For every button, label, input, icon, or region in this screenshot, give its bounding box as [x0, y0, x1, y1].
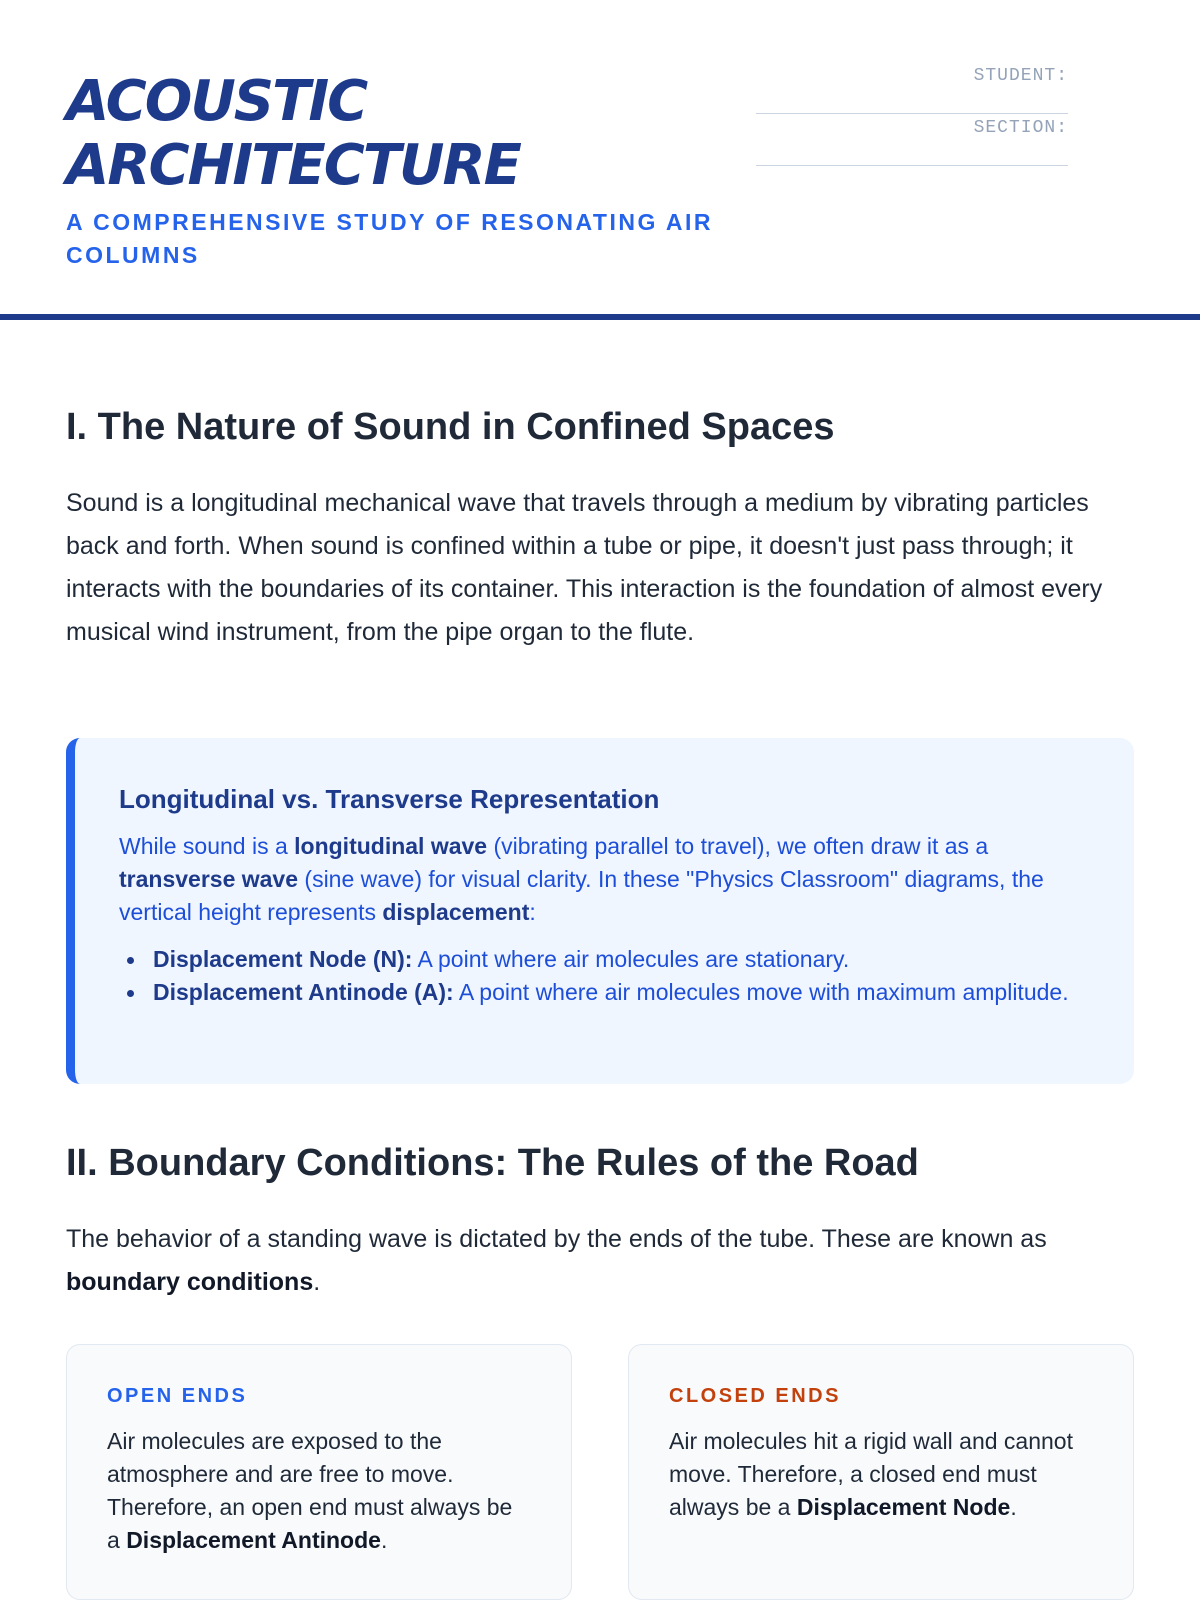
list-desc: A point where air molecules move with maximum amplitude. [453, 979, 1069, 1005]
open-ends-body: Air molecules are exposed to the atmosphere and are free to move. Therefore, an open end must always be a [107, 1428, 513, 1553]
callout-text-1: While sound is a [119, 833, 295, 859]
list-desc: A point where air molecules are stationary. [412, 946, 850, 972]
list-item-node [119, 943, 1086, 976]
student-field[interactable]: STUDENT: [756, 62, 1068, 114]
title-line-2: ARCHITECTURE [66, 133, 520, 198]
section-2-body [66, 1218, 1134, 1304]
section-2-heading: II. Boundary Conditions: The Rules of the Road [66, 1142, 919, 1184]
section-1-body: Sound is a longitudinal mechanical wave that travels through a medium by vibrating particles back and forth. When sound is confined within a tube or pipe, it doesn't just pass through; it interacts with the boundaries of its container. This interaction is the foundation of almost every musical wind instrument, from the pipe organ to the flute. [66, 489, 1103, 646]
open-ends-end: . [380, 1527, 388, 1553]
closed-ends-card [628, 1344, 1134, 1600]
list-term: Displacement Node (N): [153, 946, 413, 972]
callout-title: Longitudinal vs. Transverse Representation [119, 784, 660, 814]
callout-body [119, 830, 1086, 929]
callout-text-3: (sine wave) for visual clarity. In these "Physics Classroom" diagrams, the vertical height represents [119, 866, 1044, 925]
open-ends-bold: Displacement Antinode [126, 1527, 381, 1553]
closed-ends-label: CLOSED ENDS [669, 1385, 841, 1407]
open-ends-text [107, 1425, 531, 1557]
page-title [66, 70, 666, 198]
closed-ends-body: Air molecules hit a rigid wall and cannot move. Therefore, a closed end must always be a [669, 1428, 1073, 1520]
callout-text-2: (vibrating parallel to travel), we often draw it as a [487, 833, 989, 859]
callout-bold-displacement: displacement [382, 899, 530, 925]
page-header [66, 0, 1134, 320]
boundary-cards [66, 1344, 1134, 1600]
open-ends-card [66, 1344, 572, 1600]
closed-ends-end: . [1010, 1494, 1017, 1520]
closed-ends-bold: Displacement Node [796, 1494, 1011, 1520]
section-1-heading: I. The Nature of Sound in Confined Spaces [66, 406, 835, 448]
section-field[interactable]: SECTION: [756, 114, 1068, 166]
callout-text-4: : [529, 899, 536, 925]
section-2-text-1: The behavior of a standing wave is dictated by the ends of the tube. These are known as [66, 1225, 1047, 1253]
subtitle-line-2: COLUMNS [66, 242, 200, 268]
callout-list [119, 943, 1086, 1009]
representation-callout [66, 738, 1134, 1084]
list-item-antinode [119, 976, 1086, 1009]
open-ends-label: OPEN ENDS [107, 1385, 248, 1407]
list-term: Displacement Antinode (A): [153, 979, 454, 1005]
callout-bold-transverse: transverse wave [119, 866, 299, 892]
subtitle-line-1: A COMPREHENSIVE STUDY OF RESONATING AIR [66, 209, 713, 235]
section-2-bold: boundary conditions [66, 1268, 314, 1296]
header-divider [0, 314, 1200, 320]
title-line-1: ACOUSTIC [66, 69, 367, 134]
closed-ends-text [669, 1425, 1093, 1524]
callout-bold-longitudinal: longitudinal wave [294, 833, 488, 859]
student-meta [756, 62, 1068, 166]
page-subtitle [66, 206, 726, 272]
section-2-text-2: . [313, 1268, 321, 1296]
